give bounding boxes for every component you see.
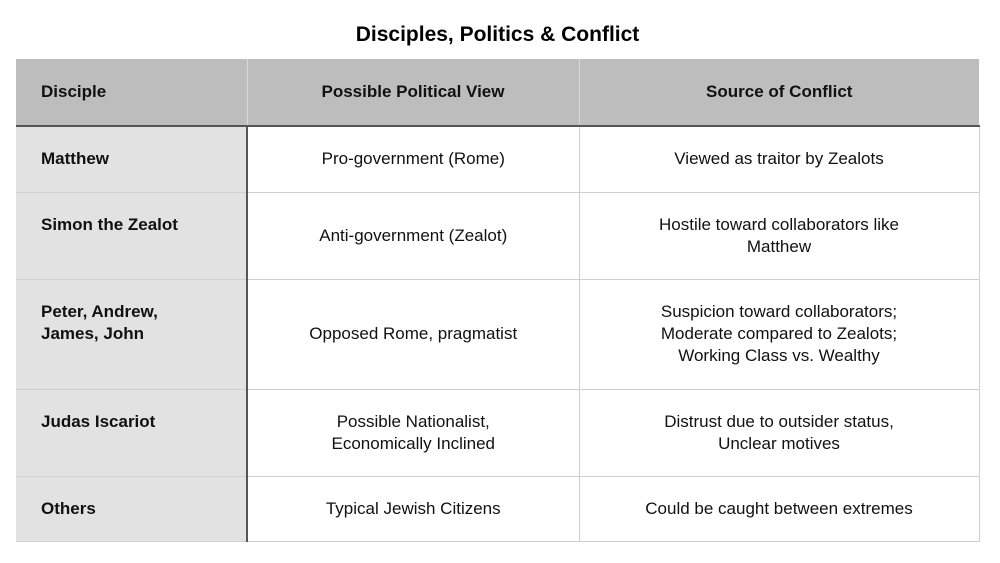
disciple-cell <box>16 279 247 389</box>
header-disciple: Disciple <box>16 59 247 126</box>
conflict-text: Distrust due to outsider status, <box>664 411 894 431</box>
disciple-text: Peter, Andrew, <box>41 301 158 321</box>
political-view-text: Pro-government (Rome) <box>321 149 505 169</box>
conflict-text: Suspicion toward collaborators; <box>660 302 898 321</box>
conflict-cell <box>579 279 979 389</box>
conflict-cell <box>579 389 979 476</box>
political-view-cell <box>247 279 579 389</box>
table-row <box>16 192 979 279</box>
conflict-text: Unclear motives <box>718 433 840 453</box>
disciple-cell <box>16 192 247 279</box>
disciple-text: Matthew <box>41 149 109 168</box>
disciple-text: James, John <box>41 323 144 343</box>
table-row <box>16 279 979 389</box>
political-view-cell <box>247 476 579 541</box>
disciple-cell <box>16 126 247 192</box>
political-view-text: Economically Inclined <box>331 433 495 453</box>
political-view-text: Anti-government (Zealot) <box>319 225 508 245</box>
disciple-text: Judas Iscariot <box>41 411 156 431</box>
conflict-text: Working Class vs. Wealthy <box>678 346 880 365</box>
header-source-of-conflict: Source of Conflict <box>579 59 979 126</box>
disciple-text: Others <box>41 498 96 518</box>
table-row <box>16 476 979 541</box>
disciples-table <box>16 59 980 542</box>
conflict-text: Could be caught between extremes <box>645 498 913 518</box>
header-political-view: Possible Political View <box>247 59 579 126</box>
table-row <box>16 389 979 476</box>
table-row <box>16 126 979 192</box>
conflict-text: Viewed as traitor by Zealots <box>674 149 884 169</box>
disciple-text: Simon the Zealot <box>41 214 178 234</box>
disciple-cell <box>16 476 247 541</box>
conflict-text: Matthew <box>746 236 812 256</box>
conflict-cell <box>579 476 979 541</box>
conflict-cell <box>579 192 979 279</box>
political-view-text: Typical Jewish Citizens <box>325 498 501 518</box>
political-view-text: Possible Nationalist, <box>336 411 490 431</box>
header-row <box>16 59 979 126</box>
conflict-text: Hostile toward collaborators like <box>659 214 899 234</box>
political-view-text: Opposed Rome, pragmatist <box>309 324 518 343</box>
disciple-cell <box>16 389 247 476</box>
conflict-text: Moderate compared to Zealots; <box>660 324 898 343</box>
page-title: Disciples, Politics & Conflict <box>355 23 640 46</box>
conflict-cell <box>579 126 979 192</box>
political-view-cell <box>247 126 579 192</box>
political-view-cell <box>247 389 579 476</box>
political-view-cell <box>247 192 579 279</box>
